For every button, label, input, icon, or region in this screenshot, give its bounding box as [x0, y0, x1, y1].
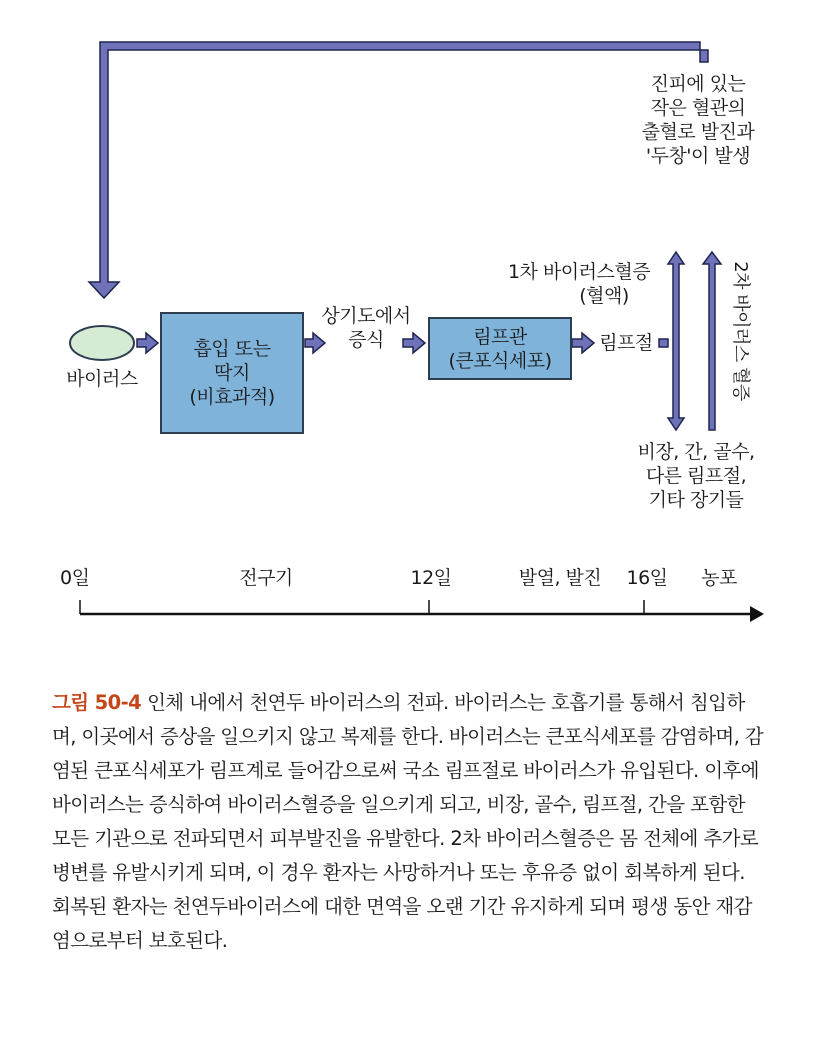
rash-note-line: 진피에 있는 — [650, 73, 746, 95]
arrow-virus-to-inhale — [137, 333, 158, 353]
upper-airway-label — [318, 304, 414, 352]
timeline-pustule: 농포 — [701, 567, 737, 589]
caption-text: 인체 내에서 천연두 바이러스의 전파. 바이러스는 호흡기를 통해서 침입하며, 이곳에서 증상을 일으키지 않고 복제를 한다. 바이러스는 큰포식세포를 감염하며, 감염된 큰포식세포가 림프계로 들어감으로써 국소 림프절로 바이러스가 유입된다. 이후에 바이러스는 증식하여 바이러스혈증을 일으키게 되고, 비장, 골수, 림프절, 간을 포함한 모든 기관으로 전파되면서 피부발진을 유발한다. 2차 바이러스혈증은 몸 전체에 추가로 병변를 유발시키게 되며, 이 경우 환자는 사망하거나 또는 후유증 없이 회복하게 된다. 회복된 환자는 천연두바이러스에 대한 면역을 오랜 기간 유지하게 되며 평생 동안 재감염으로부터 보호된다. — [52, 691, 764, 952]
primary-viremia-line: (혈액) — [579, 285, 629, 307]
upper-airway-line: 상기도에서 — [321, 305, 411, 327]
timeline-prodrome: 전구기 — [239, 567, 293, 589]
timeline-day0: 0일 — [60, 567, 90, 589]
timeline-arrowhead — [750, 606, 764, 622]
upper-airway-line: 증식 — [348, 329, 384, 351]
inhale-box-line: (비효과적) — [189, 386, 275, 408]
primary-viremia-line: 1차 바이러스혈증 — [507, 261, 651, 283]
organs-line: 다른 림프절, — [645, 465, 747, 487]
rash-note-line: '두창'이 발생 — [645, 145, 751, 167]
figure-label: 그림 50-4 — [52, 691, 142, 714]
primary-viremia-arrow — [668, 252, 684, 430]
timeline-day12: 12일 — [410, 567, 452, 589]
rash-note-line: 출혈로 발진과 — [641, 121, 755, 143]
virus-ellipse — [70, 326, 134, 360]
secondary-viremia-arrow — [703, 252, 721, 430]
timeline-day16: 16일 — [626, 567, 668, 589]
inhale-box — [160, 312, 304, 434]
organs-label — [616, 440, 776, 512]
rash-note — [628, 72, 768, 168]
node-connector — [659, 339, 668, 347]
organs-line: 기타 장기들 — [648, 489, 744, 511]
lymph-box — [428, 317, 572, 380]
rash-note-line: 작은 혈관의 — [650, 97, 746, 119]
lymph-node-label: 림프절 — [599, 332, 653, 354]
lymph-box-line: 림프관 — [473, 325, 527, 348]
arrow-lymph-to-node — [572, 333, 594, 353]
organs-line: 비장, 간, 골수, — [637, 441, 755, 463]
figure-caption — [52, 686, 768, 958]
secondary-viremia-label: 2차 바이러스 혈증 — [730, 261, 751, 401]
timeline-fever-rash: 발열, 발진 — [518, 567, 602, 589]
inhale-box-line: 흡입 또는 — [193, 338, 271, 360]
virus-label: 바이러스 — [66, 368, 138, 390]
inhale-box-line: 딱지 — [214, 362, 250, 384]
lymph-box-line: (큰포식세포) — [448, 349, 552, 372]
primary-viremia-label — [496, 260, 662, 308]
